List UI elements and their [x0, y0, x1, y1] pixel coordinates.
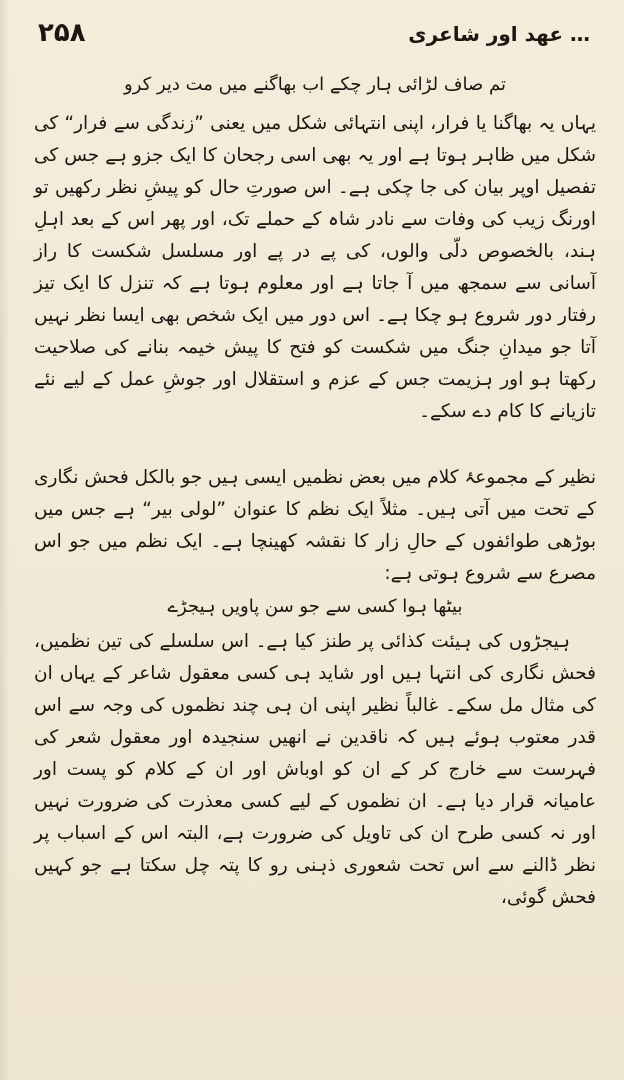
verse-quote-2: بیٹھا ہوا کسی سے جو سن پاویں ہیجڑے — [167, 596, 463, 617]
running-head-dots: … — [570, 22, 590, 46]
page-number: ۲۵۸ — [38, 18, 86, 48]
page-header — [0, 18, 624, 66]
paragraph-1: یہاں یہ بھاگنا یا فرار، اپنی انتہائی شکل میں یعنی ”زندگی سے فرار“ کی شکل میں ظاہر ہوتا ہے اور یہ بھی اسی رجحان کا ایک جزو ہے جس کی تفصیل اوپر بیان کی جا چکی ہے۔ اس صورتِ حال کو پیشِ نظر رکھیں تو اورنگ زیب کی وفات سے نادر شاہ کے حملے تک، اور پھر اس کے بعد اہلِ ہند، بالخصوص دلّی والوں، کی پے در پے اور مسلسل شکست کا راز آسانی سے سمجھ میں آ جاتا ہے اور معلوم ہوتا ہے کہ تنزل کا ایک تیز رفتار دور شروع ہو چکا ہے۔ اس دور میں ایک شخص بھی ایسا نظر نہیں آتا جو میدانِ جنگ میں شکست کو فتح کا پیش خیمہ بنانے کی صلاحیت رکھتا ہو اور ہزیمت جس کے عزم و استقلال اور جوشِ عمل کے لیے نئے تازیانے کا کام دے سکے۔ — [34, 113, 596, 422]
binding-shadow — [0, 0, 10, 1080]
page-body — [34, 70, 596, 914]
paragraph-2: نظیر کے مجموعۂ کلام میں بعض نظمیں ایسی ہیں جو بالکل فحش نگاری کے تحت میں آتی ہیں۔ مثلاً ایک نظم کا عنوان ”لولی بیر“ ہے جس میں بوڑھی طوائفوں کے حالِ زار کا نقشہ کھینچا ہے۔ ایک نظم میں جو اس مصرع سے شروع ہوتی ہے: — [34, 467, 596, 584]
section-gap — [34, 428, 596, 462]
running-head-title: عهد اور شاعری — [408, 22, 564, 46]
running-head — [408, 22, 594, 46]
verse-quote-1: تم صاف لڑائی ہار چکے اب بھاگنے میں مت دیر کرو — [124, 74, 506, 95]
paragraph-3: ہیجڑوں کی ہیئت کذائی پر طنز کیا ہے۔ اس سلسلے کی تین نظمیں، فحش نگاری کی انتہا ہیں اور شاید ہی کسی معقول شاعر کے یہاں ان کی مثال مل سکے۔ غالباً نظیر اپنی ان ہی چند نظموں کی وجہ سے اس قدر معتوب ہوئے ہیں کہ ناقدین نے انھیں سنجیدہ اور معقول شعر کی فہرست سے خارج کر کے ان کو اوباش اور ان کے کلام کو پست اور عامیانہ قرار دیا ہے۔ ان نظموں کے لیے کسی معذرت کی ضرورت نہیں اور نہ کسی طرح ان کی تاویل کی ضرورت ہے، البتہ اس کے اسباب پر نظر ڈالنے سے اس تحت شعوری ذہنی رو کا پتہ چل سکتا ہے جو کہیں فحش گوئی، — [34, 631, 596, 908]
